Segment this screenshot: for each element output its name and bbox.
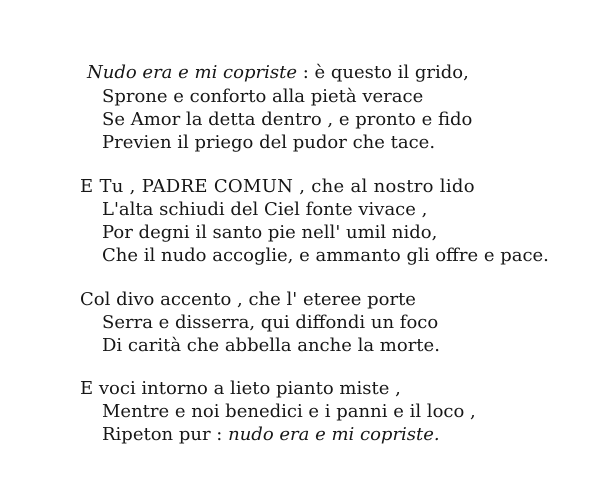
poem-line [87, 62, 469, 84]
line-segment: Nudo era e mi copriste [87, 62, 297, 83]
poem-line [102, 109, 472, 131]
line-segment: Col divo accento , che l' eteree porte [80, 289, 416, 310]
poem-line [80, 289, 416, 311]
line-segment: E voci intorno a lieto pianto miste , [80, 378, 401, 399]
line-segment: nudo era e mi copriste. [228, 424, 440, 445]
line-segment: : è questo il grido, [296, 62, 469, 83]
poem-line [102, 132, 435, 154]
poem-line [80, 378, 401, 400]
line-segment: Sprone e conforto alla pietà verace [102, 86, 424, 107]
poem-line [102, 312, 438, 334]
line-segment: Por degni il santo pie nell' umil nido, [102, 222, 438, 243]
line-segment: Di carità che abbella anche la morte. [102, 335, 440, 356]
poem-line [102, 199, 427, 221]
line-segment: Che il nudo accoglie, e ammanto gli offre e pace. [102, 245, 549, 266]
line-segment: E Tu , PADRE COMUN , che al nostro lido [80, 176, 475, 197]
line-segment: Previen il priego del pudor che tace. [102, 132, 436, 153]
poem-line [102, 335, 440, 357]
poem-line [80, 176, 475, 198]
poem-line [102, 424, 440, 446]
poem-line [102, 245, 549, 267]
line-segment: Mentre e noi benedici e i panni e il loco , [102, 401, 476, 422]
line-segment: L'alta schiudi del Ciel fonte vivace , [102, 199, 428, 220]
poem-line [102, 86, 423, 108]
line-segment: Serra e disserra, qui diffondi un foco [102, 312, 439, 333]
poem-line [102, 401, 476, 423]
line-segment: Ripeton pur : [102, 424, 229, 445]
poem-line [102, 222, 437, 244]
line-segment: Se Amor la detta dentro , e pronto e fido [102, 109, 473, 130]
